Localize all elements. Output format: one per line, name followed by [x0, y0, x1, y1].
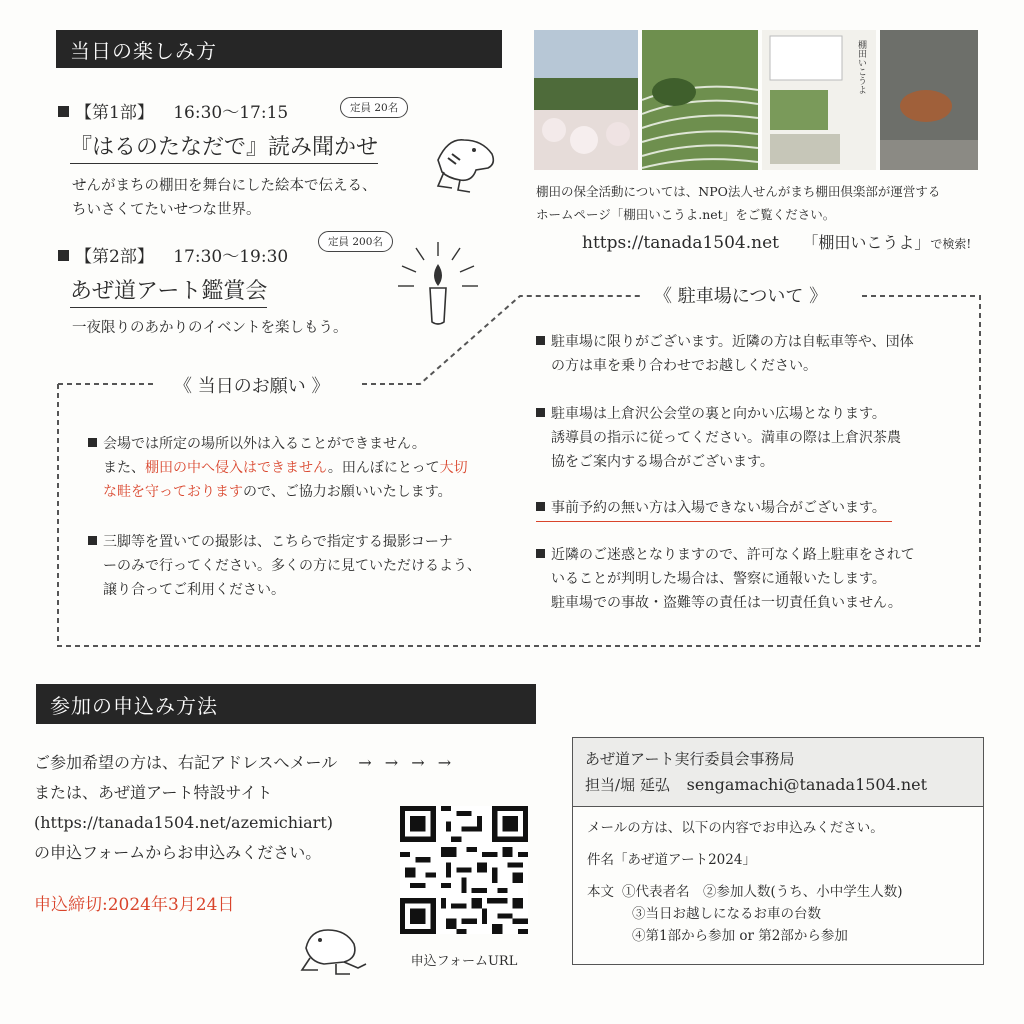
bullet-square-icon: [88, 438, 97, 447]
search-keyword: 「棚田いこうよ」: [802, 233, 931, 252]
qr-code-graphic: [400, 806, 528, 934]
contact-email[interactable]: sengamachi@tanada1504.net: [686, 775, 928, 794]
apply-text: [34, 748, 455, 868]
parking-item-3: [536, 496, 892, 522]
parking-item-1: [536, 330, 914, 378]
qr-code[interactable]: [400, 806, 528, 934]
apply-deadline: 申込締切:2024年3月24日: [34, 895, 235, 915]
search-suffix: で検索!: [930, 237, 972, 251]
request-2-line3: 譲り合ってご利用ください。: [103, 582, 285, 598]
parking-item-2: [536, 402, 901, 474]
part2-time: 17:30〜19:30: [173, 247, 289, 267]
request-1-pre: また、: [103, 460, 145, 476]
parking-4-line3: 駐車場での事故・盗難等の責任は一切責任負いません。: [551, 595, 902, 611]
apply-header-text: 参加の申込み方法: [50, 693, 218, 718]
request-2-line1: 三脚等を置いての撮影は、こちらで指定する撮影コーナ: [103, 534, 453, 550]
request-item-2: [88, 530, 481, 602]
request-1-red1: 棚田の中へ侵入はできません: [145, 460, 328, 476]
parking-2-line3: 協をご案内する場合がございます。: [551, 454, 774, 470]
part1-desc-line1: せんがまちの棚田を舞台にした絵本で伝える、: [72, 178, 377, 194]
contact-subject: 件名「あぜ道アート2024」: [587, 852, 756, 868]
bullet-square-icon: [536, 408, 545, 417]
request-1-red2: 大切: [439, 460, 468, 476]
request-1-red3: な畦を守っております: [103, 484, 243, 500]
poster-title-text: 棚田いこうよ: [856, 40, 866, 94]
parking-1-line2: の方は車を乗り合わせでお越しください。: [551, 358, 817, 374]
qr-label: 申込フォームURL: [410, 954, 518, 969]
enjoy-header-text: 当日の楽しみ方: [70, 38, 217, 63]
contact-body-line1: ①代表者名 ②参加人数(うち、小中学生人数): [622, 884, 903, 900]
request-2-line2: ーのみで行ってください。多くの方に見ていただけるよう、: [103, 558, 481, 574]
parking-2-line2: 誘導員の指示に従ってください。満車の際は上倉沢茶農: [551, 430, 901, 446]
bullet-square-icon: [88, 536, 97, 545]
apply-line2: または、あぜ道アート特設サイト: [34, 783, 273, 802]
contact-body-line3: ④第1部から参加 or 第2部から参加: [632, 928, 848, 944]
part1-time: 16:30〜17:15: [173, 103, 289, 123]
apply-arrows: → → → →: [358, 753, 456, 772]
request-1-line1: 会場では所定の場所以外は入ることができません。: [103, 436, 426, 452]
contact-body: [573, 807, 983, 957]
parking-item-4: [536, 543, 915, 615]
parking-1-line1: 駐車場に限りがございます。近隣の方は自転車等や、団体: [551, 334, 914, 350]
apply-line3[interactable]: (https://tanada1504.net/azemichiart): [34, 813, 333, 832]
requests-title: 《 当日のお願い 》: [170, 372, 333, 398]
request-1-post: 。田んぼにとって: [327, 460, 440, 476]
part2-desc: 一夜限りのあかりのイベントを楽しもう。: [72, 320, 348, 336]
contact-body-label: 本文: [587, 884, 614, 900]
part1-title: 『はるのたなだで』読み聞かせ: [70, 130, 378, 164]
apply-line1: ご参加希望の方は、右記アドレスへメール: [34, 753, 338, 772]
part2-capacity-badge: 定員 200名: [318, 231, 393, 252]
bullet-square-icon: [536, 549, 545, 558]
parking-4-line2: いることが判明した場合は、警察に通報いたします。: [551, 571, 886, 587]
part2-label: 【第2部】: [75, 247, 154, 267]
contact-box: [572, 737, 984, 965]
website-url[interactable]: https://tanada1504.net: [582, 233, 779, 253]
small-frog-icon: [296, 918, 372, 978]
bullet-square-icon: [536, 502, 545, 511]
request-1-post2: ので、ご協力お願いいたします。: [243, 484, 452, 500]
contact-intro: メールの方は、以下の内容でお申込みください。: [587, 820, 884, 836]
part1-capacity-badge: 定員 20名: [340, 97, 408, 118]
photo-caption-line1: 棚田の保全活動については、NPO法人せんがまち棚田倶楽部が運営する: [536, 184, 941, 199]
parking-title: 《 駐車場について 》: [650, 282, 831, 308]
part1-label: 【第1部】: [75, 103, 154, 123]
parking-4-line1: 近隣のご迷惑となりますので、許可なく路上駐車をされて: [551, 547, 915, 563]
parking-2-line1: 駐車場は上倉沢公会堂の裏と向かい広場となります。: [551, 406, 886, 422]
contact-org: あぜ道アート実行委員会事務局: [585, 750, 795, 768]
photo-caption-line2: ホームページ「棚田いこうよ.net」をご覧ください。: [536, 207, 836, 222]
part1-desc-line2: ちいさくてたいせつな世界。: [72, 202, 261, 218]
parking-3-text: 事前予約の無い方は入場できない場合がございます。: [551, 500, 886, 516]
contact-header: [573, 738, 983, 807]
contact-body-line2: ③当日お越しになるお車の台数: [632, 906, 821, 922]
request-item-1: [88, 432, 468, 504]
contact-person: 担当/堀 延弘: [585, 776, 670, 794]
apply-header: [36, 684, 536, 724]
apply-line4: の申込フォームからお申込みください。: [34, 843, 322, 862]
bullet-square-icon: [536, 336, 545, 345]
part2-title: あぜ道アート鑑賞会: [70, 274, 267, 308]
